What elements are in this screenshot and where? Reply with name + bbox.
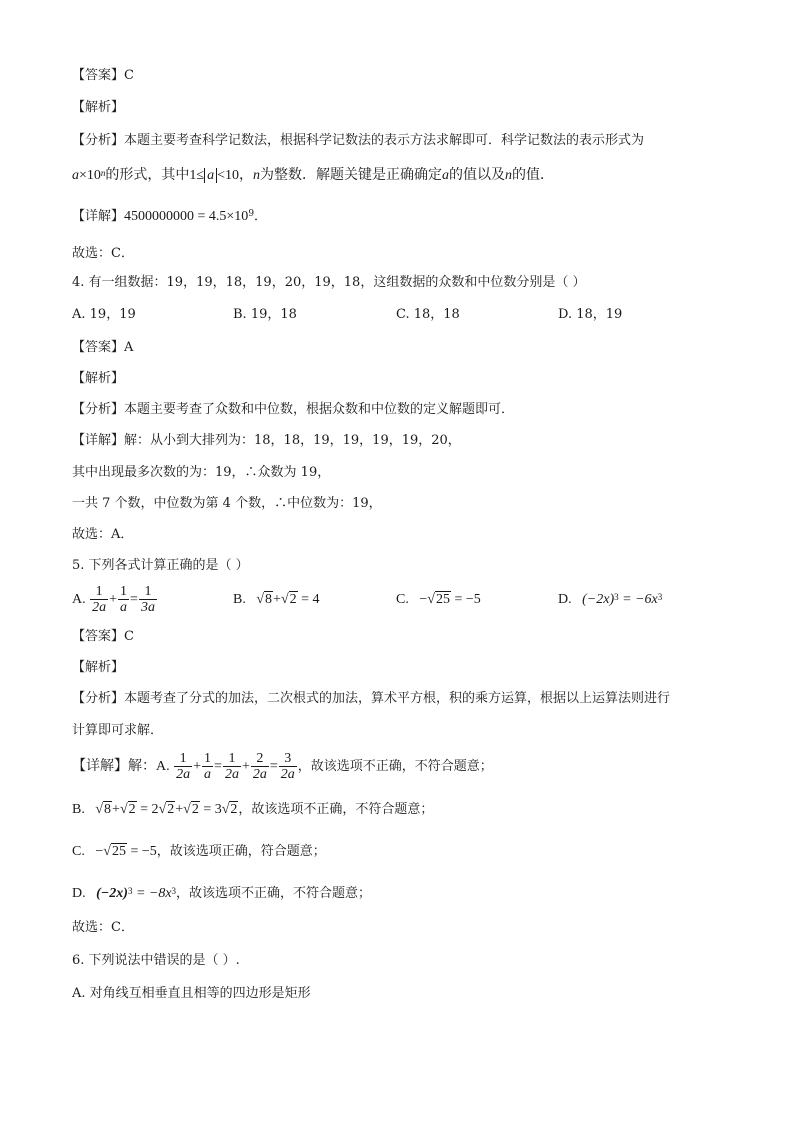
denominator: 2a — [252, 767, 267, 783]
denominator: 2a — [176, 767, 191, 783]
numerator: 1 — [120, 584, 128, 600]
q5-xiangjie-c — [72, 842, 326, 862]
q3-select: 故选：C． — [72, 246, 134, 261]
var-n-2: n — [505, 168, 512, 183]
numerator: 1 — [204, 751, 212, 767]
q3-fenxi-line2 — [72, 166, 554, 186]
fenxi-text-3: 为整数．解题关键是正确确定 — [260, 168, 442, 183]
xiangjie-prefix: 解：A. — [128, 759, 170, 774]
denominator: a — [204, 767, 212, 783]
option-label: B. — [233, 592, 246, 607]
radicand: 2 — [230, 802, 238, 817]
xiangjie-tag: 【详解】 — [72, 209, 125, 224]
q5-xiangjie-a — [72, 747, 493, 787]
fraction — [202, 751, 213, 782]
var-a: a — [72, 168, 79, 183]
q3-xiangjie-line — [72, 207, 267, 227]
sqrt-icon: √2 — [280, 592, 297, 607]
q5-option-d — [558, 590, 662, 610]
answer-tag: 【答案】 — [72, 340, 125, 355]
q5-fenxi-line — [72, 689, 670, 709]
q4-option-a: A. 19，19 — [72, 307, 136, 322]
option-label: A. — [72, 592, 86, 607]
radicand: 2 — [191, 802, 199, 817]
q3-fenxi-line — [72, 131, 644, 151]
radicand: 8 — [104, 802, 112, 817]
fenxi-text-4: 的值以及 — [449, 168, 505, 183]
minus-sign: − — [419, 592, 428, 607]
radicand: 2 — [167, 802, 175, 817]
option-label: C. — [396, 592, 409, 607]
numerator: 1 — [90, 584, 108, 600]
q4-xiangjie-line — [72, 431, 461, 451]
q5-answer-line — [72, 627, 134, 647]
sqrt-icon: √8 — [95, 802, 112, 817]
xiangjie-tag: 【详解】 — [72, 433, 125, 448]
result: = −6x — [622, 592, 658, 607]
numerator: 1 — [223, 751, 241, 767]
fraction — [174, 751, 192, 782]
fraction — [279, 751, 297, 782]
answer-value: C — [124, 68, 134, 83]
q3-analysis-heading: 【解析】 — [72, 100, 125, 115]
q5-fenxi-line2: 计算即可求解． — [72, 723, 164, 738]
radicand: 2 — [289, 592, 297, 607]
numerator: 1 — [139, 584, 157, 600]
sqrt-icon: √2 — [221, 802, 238, 817]
fenxi-text-5: 的值． — [512, 168, 554, 183]
answer-tag: 【答案】 — [72, 68, 125, 83]
xiangjie-a-text: ，故该选项不正确，不符合题意； — [297, 759, 493, 774]
sqrt-icon: √2 — [183, 802, 199, 817]
plus-sign: + — [273, 592, 281, 607]
numerator: 3 — [279, 751, 297, 767]
option-label: D. — [558, 592, 572, 607]
fenxi-tag: 【分析】 — [72, 402, 125, 417]
fraction — [118, 584, 129, 615]
abs-a: a — [204, 168, 217, 183]
q4-option-c: C. 18，18 — [396, 307, 460, 322]
q5-stem: 5. 下列各式计算正确的是（ ） — [72, 558, 249, 573]
radicand: 8 — [265, 592, 273, 607]
q5-option-a — [72, 580, 158, 620]
xiangjie-c-text: ，故该选项正确，符合题意； — [156, 844, 326, 859]
var-a-2: a — [442, 168, 449, 183]
base: (−2x) — [582, 592, 615, 607]
q3-answer-line — [72, 66, 134, 86]
exponent: 3 — [614, 592, 619, 602]
result: = −8x — [135, 886, 172, 901]
q4-answer-line — [72, 338, 133, 358]
q4-stem: 4. 有一组数据：19，19，18，19，20，19，18，这组数据的众数和中位数分别是（ ） — [72, 275, 586, 290]
period: ． — [254, 209, 268, 224]
plus-sign: + — [109, 592, 118, 607]
q4-select: 故选：A． — [72, 527, 134, 542]
sqrt-icon: √2 — [158, 802, 175, 817]
result: = −5 — [130, 844, 157, 859]
q4-option-d: D. 18，19 — [558, 307, 623, 322]
plus-sign: + — [175, 802, 184, 817]
q6-option-a: A. 对角线互相垂直且相等的四边形是矩形 — [72, 986, 311, 1001]
radicand: 25 — [111, 844, 126, 859]
fenxi-tag: 【分析】 — [72, 691, 125, 706]
xiangjie-text: 解：从小到大排列为：18，18，19，19，19，19，20， — [124, 433, 461, 448]
answer-value: C — [124, 629, 134, 644]
denominator: 2a — [224, 767, 239, 783]
fraction — [90, 584, 108, 615]
times-ten: ×10 — [79, 168, 101, 183]
plus-sign: + — [241, 759, 250, 774]
plus-sign: + — [112, 802, 120, 817]
fraction — [251, 751, 269, 782]
xiangjie-tag: 【详解】 — [72, 759, 128, 774]
equals-sign: = — [269, 759, 278, 774]
sqrt-icon: √8 — [256, 592, 273, 607]
option-label: D. — [72, 886, 86, 901]
q5-analysis-heading: 【解析】 — [72, 660, 125, 675]
q4-fenxi-line — [72, 400, 514, 420]
exponent: 3 — [657, 592, 663, 602]
fenxi-tag: 【分析】 — [72, 133, 125, 148]
q5-xiangjie-d — [72, 884, 371, 904]
equals-part: = 3 — [203, 802, 222, 817]
fenxi-text: 本题主要考查了众数和中位数，根据众数和中位数的定义解题即可． — [124, 402, 515, 417]
sqrt-icon: √2 — [119, 802, 136, 817]
q4-line3: 一共 7 个数，中位数为第 4 个数，∴中位数为：19， — [72, 496, 382, 511]
radicand: 25 — [435, 592, 450, 607]
fenxi-text: 本题考查了分式的加法，二次根式的加法，算术平方根，积的乘方运算，根据以上运算法则进行 — [124, 691, 671, 706]
q5-select: 故选：C． — [72, 920, 134, 935]
denominator: 3a — [140, 600, 155, 616]
exponent: 3 — [127, 886, 133, 896]
numerator: 1 — [174, 751, 192, 767]
fenxi-text: 本题主要考查科学记数法，根据科学记数法的表示方法求解即可．科学记数法的表示形式为 — [124, 133, 645, 148]
answer-tag: 【答案】 — [72, 629, 125, 644]
equals-sign: = — [130, 592, 138, 607]
q5-xiangjie-b — [72, 800, 433, 820]
exp-9: 9 — [248, 209, 255, 219]
fenxi-text-1: 的形式，其中1≤ — [105, 168, 205, 183]
q4-option-b: B. 19，18 — [233, 307, 297, 322]
denominator: a — [120, 600, 128, 616]
exponent: 3 — [171, 886, 177, 896]
option-label: B. — [72, 802, 85, 817]
equals-part: = 2 — [140, 802, 159, 817]
result: = 4 — [301, 592, 320, 607]
sqrt-icon: √25 — [427, 592, 450, 607]
result: = −5 — [454, 592, 481, 607]
var-n: n — [253, 168, 260, 183]
q5-option-b — [233, 590, 320, 610]
base: (−2x) — [96, 886, 128, 901]
q4-line2: 其中出现最多次数的为：19，∴众数为 19， — [72, 465, 331, 480]
sqrt-icon: √25 — [103, 844, 126, 859]
denominator: 2a — [280, 767, 295, 783]
radicand: 2 — [128, 802, 136, 817]
xiangjie-equation: 4500000000 = 4.5×10 — [124, 209, 249, 224]
fraction — [139, 584, 157, 615]
option-label: C. — [72, 844, 85, 859]
fenxi-text-2: <10， — [217, 168, 253, 183]
minus-sign: − — [95, 844, 104, 859]
fraction — [223, 751, 241, 782]
answer-value: A — [124, 340, 134, 355]
denominator: 2a — [92, 600, 107, 616]
xiangjie-b-text: ，故该选项不正确，不符合题意； — [238, 802, 434, 817]
q5-option-c — [396, 590, 481, 610]
q4-analysis-heading: 【解析】 — [72, 371, 125, 386]
numerator: 2 — [251, 751, 269, 767]
exp-n: n — [100, 168, 106, 178]
q6-stem: 6. 下列说法中错误的是（ ）. — [72, 953, 240, 968]
xiangjie-d-text: ，故该选项不正确，不符合题意； — [176, 886, 372, 901]
equals-sign: = — [214, 759, 222, 774]
plus-sign: + — [193, 759, 202, 774]
